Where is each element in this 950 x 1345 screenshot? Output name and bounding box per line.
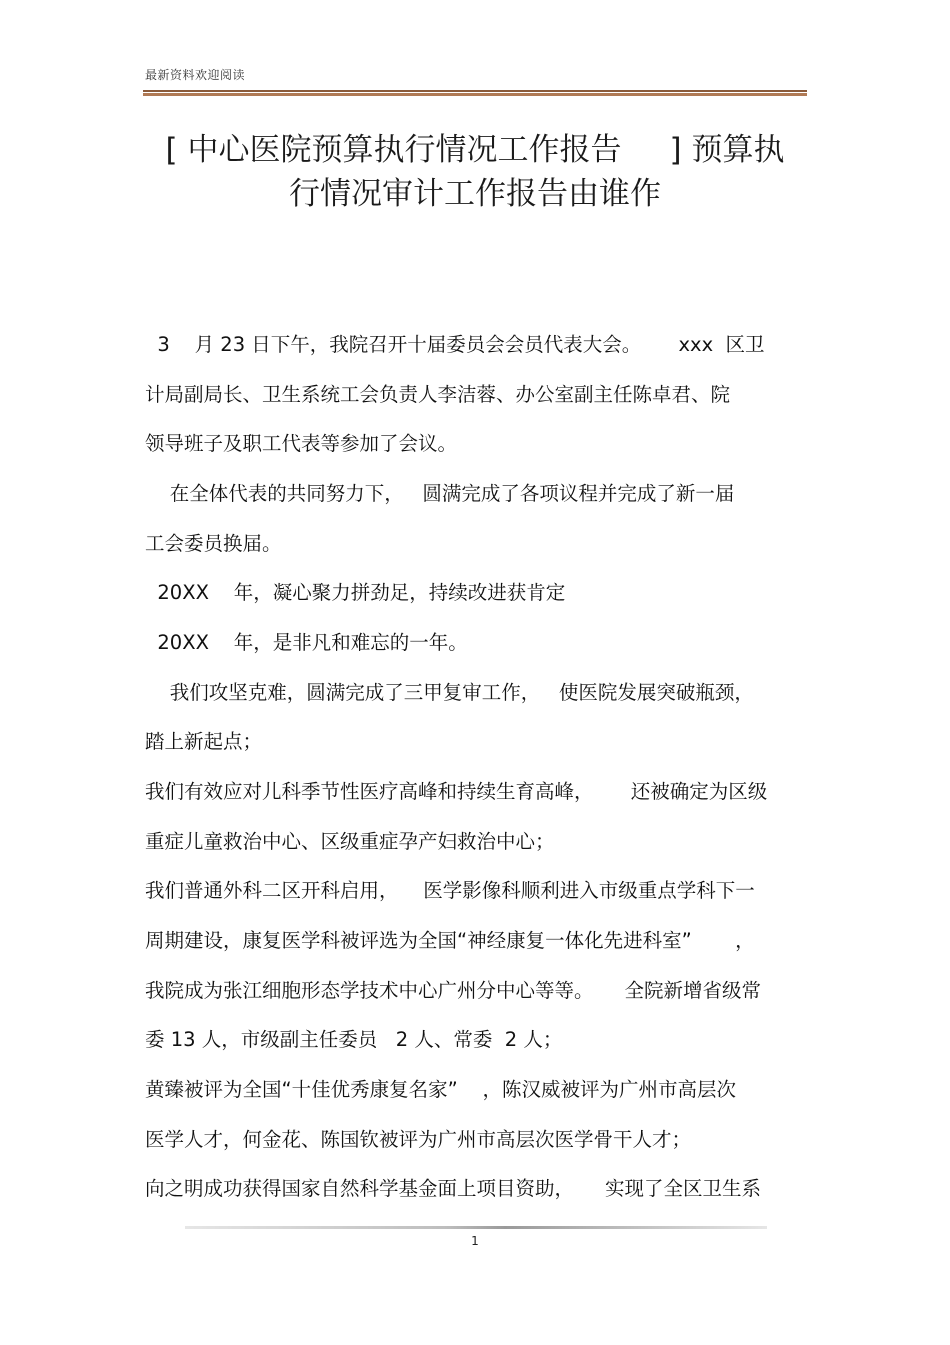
body-line: 周期建设，康复医学科被评选为全国“神经康复一体化先进科室” ， <box>145 929 755 952</box>
title-line-1-part-2: ] 预算执 <box>669 132 785 168</box>
body-line: 计局副局长、卫生系统工会负责人李洁蓉、办公室副主任陈卓君、院 <box>145 383 731 406</box>
body-line: 我们有效应对儿科季节性医疗高峰和持续生育高峰， 还被确定为区级 <box>145 780 768 803</box>
body-line: 在全体代表的共同努力下， 圆满完成了各项议程并完成了新一届 <box>145 482 735 505</box>
document-title <box>143 128 807 216</box>
body-line: 20XX 年，是非凡和难忘的一年。 <box>145 631 468 654</box>
page-header-text: 最新资料欢迎阅读 <box>145 68 246 82</box>
body-line: 我们攻坚克难，圆满完成了三甲复审工作， 使医院发展突破瓶颈， <box>145 681 754 704</box>
body-line: 医学人才，何金花、陈国钦被评为广州市高层次医学骨干人才； <box>145 1128 692 1151</box>
header-divider <box>143 90 807 96</box>
body-line: 我们普通外科二区开科启用， 医学影像科顺利进入市级重点学科下一 <box>145 879 755 902</box>
title-line-2: 行情况审计工作报告由谁作 <box>289 176 661 212</box>
page-number: 1 <box>471 1234 479 1248</box>
footer-divider <box>185 1226 767 1229</box>
body-line: 领导班子及职工代表等参加了会议。 <box>145 432 458 455</box>
title-line-1-part-1: [ 中心医院预算执行情况工作报告 <box>165 132 622 168</box>
title-line-1 <box>143 128 807 172</box>
body-line: 20XX 年，凝心聚力拼劲足，持续改进获肯定 <box>145 581 566 604</box>
body-line: 重症儿童救治中心、区级重症孕产妇救治中心； <box>145 830 555 853</box>
body-line: 工会委员换届。 <box>145 532 282 555</box>
body-line: 委 13 人，市级副主任委员 2 人、常委 2 人； <box>145 1028 563 1051</box>
body-line: 黄臻被评为全国“十佳优秀康复名家” ，陈汉威被评为广州市高层次 <box>145 1078 736 1101</box>
body-line: 向之明成功获得国家自然科学基金面上项目资助， 实现了全区卫生系 <box>145 1177 761 1200</box>
body-line: 我院成为张江细胞形态学技术中心广州分中心等等。 全院新增省级常 <box>145 979 761 1002</box>
body-line: 3 月 23 日下午，我院召开十届委员会会员代表大会。 xxx 区卫 <box>145 333 765 356</box>
body-line: 踏上新起点； <box>145 730 263 753</box>
